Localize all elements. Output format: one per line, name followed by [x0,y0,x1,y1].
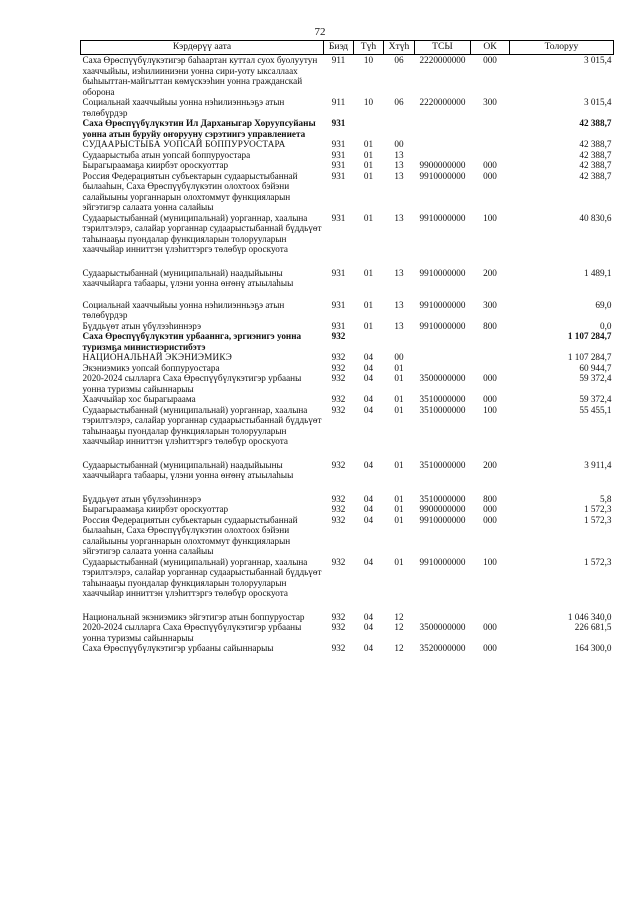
row-tsr-cell: 3510000000 [419,459,466,470]
row-amount-cell: 55 455,1 [579,404,612,415]
row-ok-cell: 800 [483,320,497,331]
row-tsr-cell: 3510000000 [419,493,466,504]
row-tsr-cell: 9910000000 [419,320,466,331]
table-row [81,97,614,118]
row-code-cell: 932 [331,404,346,415]
row-subsection-cell: 12 [394,611,404,622]
row-ok-cell: 000 [483,170,497,181]
row-amount-cell: 42 388,7 [579,139,612,149]
header-amount: Толоруу [510,41,614,55]
row-name-cell: Саха Өрөспүүбүлүкэтигэр баһаартан куттал суох буолуутун хааччыйыы, иэһилииниэни уонна сири-уоту ыксаллаах быһыыттан-майгыттан көмүскээһин уонна гражданскай оборона [82,55,318,97]
table-row [81,150,614,161]
row-subsection-cell [384,331,415,352]
header-code: Биэд [324,41,354,55]
row-subsection-cell: 13 [394,149,404,160]
row-amount-cell: 40 830,6 [579,212,612,223]
row-section-cell: 04 [363,352,374,362]
row-section-cell: 04 [363,611,374,622]
row-subsection-cell: 13 [394,299,404,310]
spacer-row [81,481,614,494]
row-name-cell: 2020-2024 сылларга Саха Өрөспүүбүлүкэтигэр урбааны уонна туризмы сайыннарыы [82,622,302,643]
row-code-cell: 931 [331,160,346,170]
row-amount-cell: 1 107 284,7 [567,331,612,341]
row-ok-cell: 000 [483,394,497,404]
row-ok-cell [471,150,510,161]
row-subsection-cell: 01 [394,373,404,383]
row-amount-cell: 42 388,7 [579,149,612,160]
row-subsection-cell: 06 [394,97,404,107]
row-subsection-cell: 13 [394,212,404,223]
header-subsection: Хтүһ [384,41,415,55]
row-amount-cell: 3 015,4 [583,55,612,65]
table-row [81,268,614,289]
row-section-cell: 04 [363,394,374,404]
row-section-cell: 04 [363,504,374,514]
row-ok-cell [471,139,510,150]
table-row [81,643,614,654]
table-row [81,405,614,447]
row-section-cell: 04 [363,493,374,504]
page-number: 72 [314,26,326,38]
row-code-cell: 932 [331,394,346,404]
row-section-cell: 10 [363,55,374,65]
row-section-cell: 01 [363,139,374,149]
row-name-cell: Бүддьүөт атын үбүлээһиннэрэ [82,320,202,331]
row-tsr-cell: 3520000000 [419,643,466,653]
row-tsr-cell [415,363,471,374]
row-code-cell: 932 [331,373,346,383]
spacer-cell [81,447,614,460]
row-name-cell: Национальнай экэниэмикэ эйгэтигэр атын боппуруостар [82,611,305,622]
row-ok-cell [471,352,510,363]
row-subsection-cell: 00 [394,352,404,362]
table-row [81,373,614,394]
row-ok-cell: 800 [483,493,497,504]
row-subsection-cell: 01 [394,504,404,514]
row-name-cell: Экэниэмикэ уопсай боппуруостара [82,362,220,373]
row-code-cell: 932 [331,611,346,622]
table-row [81,118,614,139]
row-amount-cell: 1 572,3 [583,556,612,567]
row-amount-cell: 69,0 [595,299,612,310]
row-code-cell: 931 [331,299,346,310]
row-name-cell: Судаарыстыбаннай (муниципальнай) уорганнар, хаалына тэрилтэлэрэ, салайар уорганнар судаарыстыбаннай бүддьүөт таһынааҕы пуондалар функцияларын толорууларын хааччыйар инниттэн үлэһиттэргэ төлөбүр ороскуота [82,404,322,446]
row-subsection-cell: 13 [394,170,404,181]
table-row [81,394,614,405]
row-tsr-cell: 9910000000 [419,299,466,310]
spacer-cell [81,481,614,494]
row-ok-cell [471,118,510,139]
row-code-cell: 931 [331,320,346,331]
row-code-cell: 932 [331,643,346,653]
spacer-row [81,599,614,612]
row-ok-cell: 000 [483,160,497,170]
row-ok-cell [471,363,510,374]
table-row [81,300,614,321]
table-body [81,55,614,654]
row-section-cell [354,118,384,139]
row-tsr-cell: 9910000000 [419,212,466,223]
row-ok-cell: 100 [483,404,497,415]
row-name-cell: Саха Өрөспүүбүлүкэтигэр урбааны сайыннарыы [82,643,274,653]
row-subsection-cell: 01 [394,404,404,415]
row-amount-cell: 226 681,5 [574,622,612,632]
table-row [81,171,614,213]
spacer-row [81,447,614,460]
row-tsr-cell [415,118,471,139]
row-ok-cell: 000 [483,504,497,514]
row-code-cell: 932 [331,622,346,632]
row-name-cell: Хааччыйар хос бырагыраама [82,394,196,404]
row-code-cell: 911 [331,97,346,107]
row-tsr-cell: 2220000000 [419,97,466,107]
row-name-cell: Судаарыстыбаннай (муниципальнай) уорганнар, хаалына тэрилтэлэрэ, салайар уорганнар судаарыстыбаннай бүддьүөт таһынааҕы пуондалар функцияларын толорууларын хааччыйар инниттэн үлэһиттэргэ төлөбүр ороскуота [82,212,322,254]
row-code-cell: 931 [331,149,346,160]
row-subsection-cell: 01 [394,556,404,567]
row-section-cell: 01 [363,170,374,181]
spacer-cell [81,289,614,300]
table-row [81,55,614,98]
row-subsection-cell: 01 [394,514,404,525]
row-tsr-cell: 9900000000 [419,504,466,514]
row-amount-cell: 164 300,0 [574,643,612,653]
row-name-cell: Саха Өрөспүүбүлүкэтин урбааннга, эргиэнигэ уонна туризмҕа министиэристибэтэ [82,331,302,352]
row-tsr-cell [415,612,471,623]
spacer-cell [81,255,614,268]
row-tsr-cell: 9900000000 [419,160,466,170]
table-row [81,515,614,557]
row-amount-cell: 60 944,7 [579,362,612,373]
row-amount-cell: 1 046 340,0 [567,611,612,622]
row-name-cell: Бырагыраамаҕа киирбэт ороскуоттар [82,504,229,514]
row-name-cell: Судаарыстыбаннай (муниципальнай) наадыйыыны хааччыйарга табаары, үлэни уонна өҥөнү атыылаһыы [82,459,294,480]
row-tsr-cell: 9910000000 [419,514,466,525]
table-row [81,139,614,150]
row-code-cell: 932 [331,352,346,362]
row-subsection-cell: 01 [394,459,404,470]
row-tsr-cell: 3510000000 [419,394,466,404]
row-ok-cell: 300 [483,299,497,310]
row-amount-cell: 1 572,3 [583,504,612,514]
row-tsr-cell: 9910000000 [419,170,466,181]
table-row [81,494,614,505]
row-code-cell: 911 [331,55,346,65]
table-row [81,504,614,515]
row-amount-cell: 5,8 [600,493,612,504]
row-subsection-cell: 13 [394,320,404,331]
row-code-cell: 931 [331,212,346,223]
row-ok-cell [471,612,510,623]
table-row [81,331,614,352]
row-section-cell: 04 [363,459,374,470]
row-tsr-cell: 2220000000 [419,55,466,65]
row-section-cell: 01 [363,212,374,223]
row-code-cell: 932 [331,459,346,470]
row-amount-cell: 1 489,1 [583,267,612,278]
row-code-cell: 931 [331,170,346,181]
row-section-cell: 04 [363,362,374,373]
row-amount-cell: 1 572,3 [583,514,612,525]
row-section-cell: 04 [363,404,374,415]
row-ok-cell: 200 [483,459,497,470]
row-name-cell: Социальнай хааччыйыы уонна нэһилиэнньэҕэ атын төлөбүрдэр [82,299,285,320]
row-name-cell: 2020-2024 сылларга Саха Өрөспүүбүлүкэтигэр урбааны уонна туризмы сайыннарыы [82,373,302,394]
budget-table [80,40,614,654]
row-subsection-cell: 01 [394,362,404,373]
row-amount-cell: 59 372,4 [579,394,612,404]
row-code-cell: 932 [331,331,346,341]
row-amount-cell: 1 107 284,7 [567,352,612,362]
row-code-cell: 931 [331,267,346,278]
row-amount-cell: 42 388,7 [579,160,612,170]
row-ok-cell [471,331,510,352]
table-row [81,352,614,363]
row-ok-cell: 000 [483,643,497,653]
header-ok: ОК [471,41,510,55]
row-name-cell: Саха Өрөспүүбүлүкэтин Ил Дарханыгар Хоруупсуйаны уонна атын буруйу оҥорууну сэрэтиигэ управлениета [82,118,316,139]
row-ok-cell: 200 [483,267,497,278]
row-section-cell: 01 [363,320,374,331]
row-ok-cell: 000 [483,55,497,65]
row-tsr-cell: 3510000000 [419,404,466,415]
row-tsr-cell: 3500000000 [419,373,466,383]
row-subsection-cell: 01 [394,493,404,504]
row-name-cell: СУДААРЫСТЫБА УОПСАЙ БОППУРУОСТАРА [82,139,286,149]
spacer-row [81,289,614,300]
row-section-cell: 04 [363,373,374,383]
table-row [81,622,614,643]
row-name-cell: Судаарыстыбаннай (муниципальнай) уорганнар, хаалына тэрилтэлэрэ, салайар уорганнар судаарыстыбаннай бүддьүөт таһынааҕы пуондалар функцияларын толорууларын хааччыйар инниттэн үлэһиттэргэ төлөбүр ороскуота [82,556,322,598]
header-name: Кэрдөрүү аата [81,41,324,55]
row-code-cell: 932 [331,504,346,514]
row-code-cell: 932 [331,556,346,567]
row-subsection-cell: 12 [394,643,404,653]
header-tsr: ТСЫ [415,41,471,55]
row-subsection-cell: 01 [394,394,404,404]
row-section-cell: 04 [363,514,374,525]
row-section-cell: 04 [363,622,374,632]
row-name-cell: НАЦИОНАЛЬНАЙ ЭКЭНИЭМИКЭ [82,352,233,362]
row-section-cell: 01 [363,160,374,170]
row-subsection-cell: 06 [394,55,404,65]
row-section-cell: 04 [363,643,374,653]
row-ok-cell: 000 [483,514,497,525]
row-name-cell: Судаарыстыбаннай (муниципальнай) наадыйыыны хааччыйарга табаары, үлэни уонна өҥөнү атыылаһыы [82,267,294,288]
table-row [81,321,614,332]
row-subsection-cell: 12 [394,622,404,632]
row-amount-cell: 42 388,7 [579,118,612,128]
row-amount-cell: 42 388,7 [579,170,612,181]
row-tsr-cell [415,150,471,161]
table-row [81,460,614,481]
row-tsr-cell [415,139,471,150]
spacer-row [81,255,614,268]
row-amount-cell: 3 015,4 [583,97,612,107]
row-section-cell [354,331,384,352]
table-row [81,363,614,374]
row-name-cell: Социальнай хааччыйыы уонна нэһилиэнньэҕэ атын төлөбүрдэр [82,97,285,118]
row-ok-cell: 000 [483,373,497,383]
row-name-cell: Судаарыстыба атын уопсай боппуруостара [82,149,251,160]
row-section-cell: 10 [363,97,374,107]
table-row [81,612,614,623]
row-code-cell: 932 [331,514,346,525]
row-tsr-cell: 3500000000 [419,622,466,632]
row-subsection-cell [384,118,415,139]
row-code-cell: 931 [331,139,346,149]
row-name-cell: Россия Федерациятын субъектарын судаарыстыбаннай былааһын, Саха Өрөспүүбүлүкэтин олохтоох бэйэни салайыыны уорганнарын олохтоммут функцияларын эйгэтигэр салаата уонна салайыы [82,170,298,212]
row-name-cell: Бырагыраамаҕа киирбэт ороскуоттар [82,160,229,170]
row-tsr-cell [415,331,471,352]
row-ok-cell: 100 [483,212,497,223]
table-row [81,213,614,255]
row-subsection-cell: 13 [394,160,404,170]
row-amount-cell: 0,0 [600,320,612,331]
row-section-cell: 01 [363,299,374,310]
row-tsr-cell [415,352,471,363]
row-section-cell: 04 [363,556,374,567]
row-tsr-cell: 9910000000 [419,556,466,567]
row-code-cell: 931 [331,118,346,128]
row-ok-cell: 100 [483,556,497,567]
row-section-cell: 01 [363,149,374,160]
row-code-cell: 932 [331,362,346,373]
row-subsection-cell: 00 [394,139,404,149]
row-subsection-cell: 13 [394,267,404,278]
row-amount-cell: 59 372,4 [579,373,612,383]
row-ok-cell: 300 [483,97,497,107]
row-name-cell: Россия Федерациятын субъектарын судаарыстыбаннай былааһын, Саха Өрөспүүбүлүкэтин олохтоох бэйэни салайыыны уорганнарын олохтоммут функцияларын эйгэтигэр салаата уонна салайыы [82,514,298,556]
row-amount-cell: 3 911,4 [584,459,612,470]
row-name-cell: Бүддьүөт атын үбүлээһиннэрэ [82,493,202,504]
table-header-row [81,41,614,55]
row-ok-cell: 000 [483,622,497,632]
header-section: Түһ [354,41,384,55]
table-row [81,557,614,599]
row-tsr-cell: 9910000000 [419,267,466,278]
spacer-cell [81,599,614,612]
row-section-cell: 01 [363,267,374,278]
row-code-cell: 932 [331,493,346,504]
table-row [81,160,614,171]
